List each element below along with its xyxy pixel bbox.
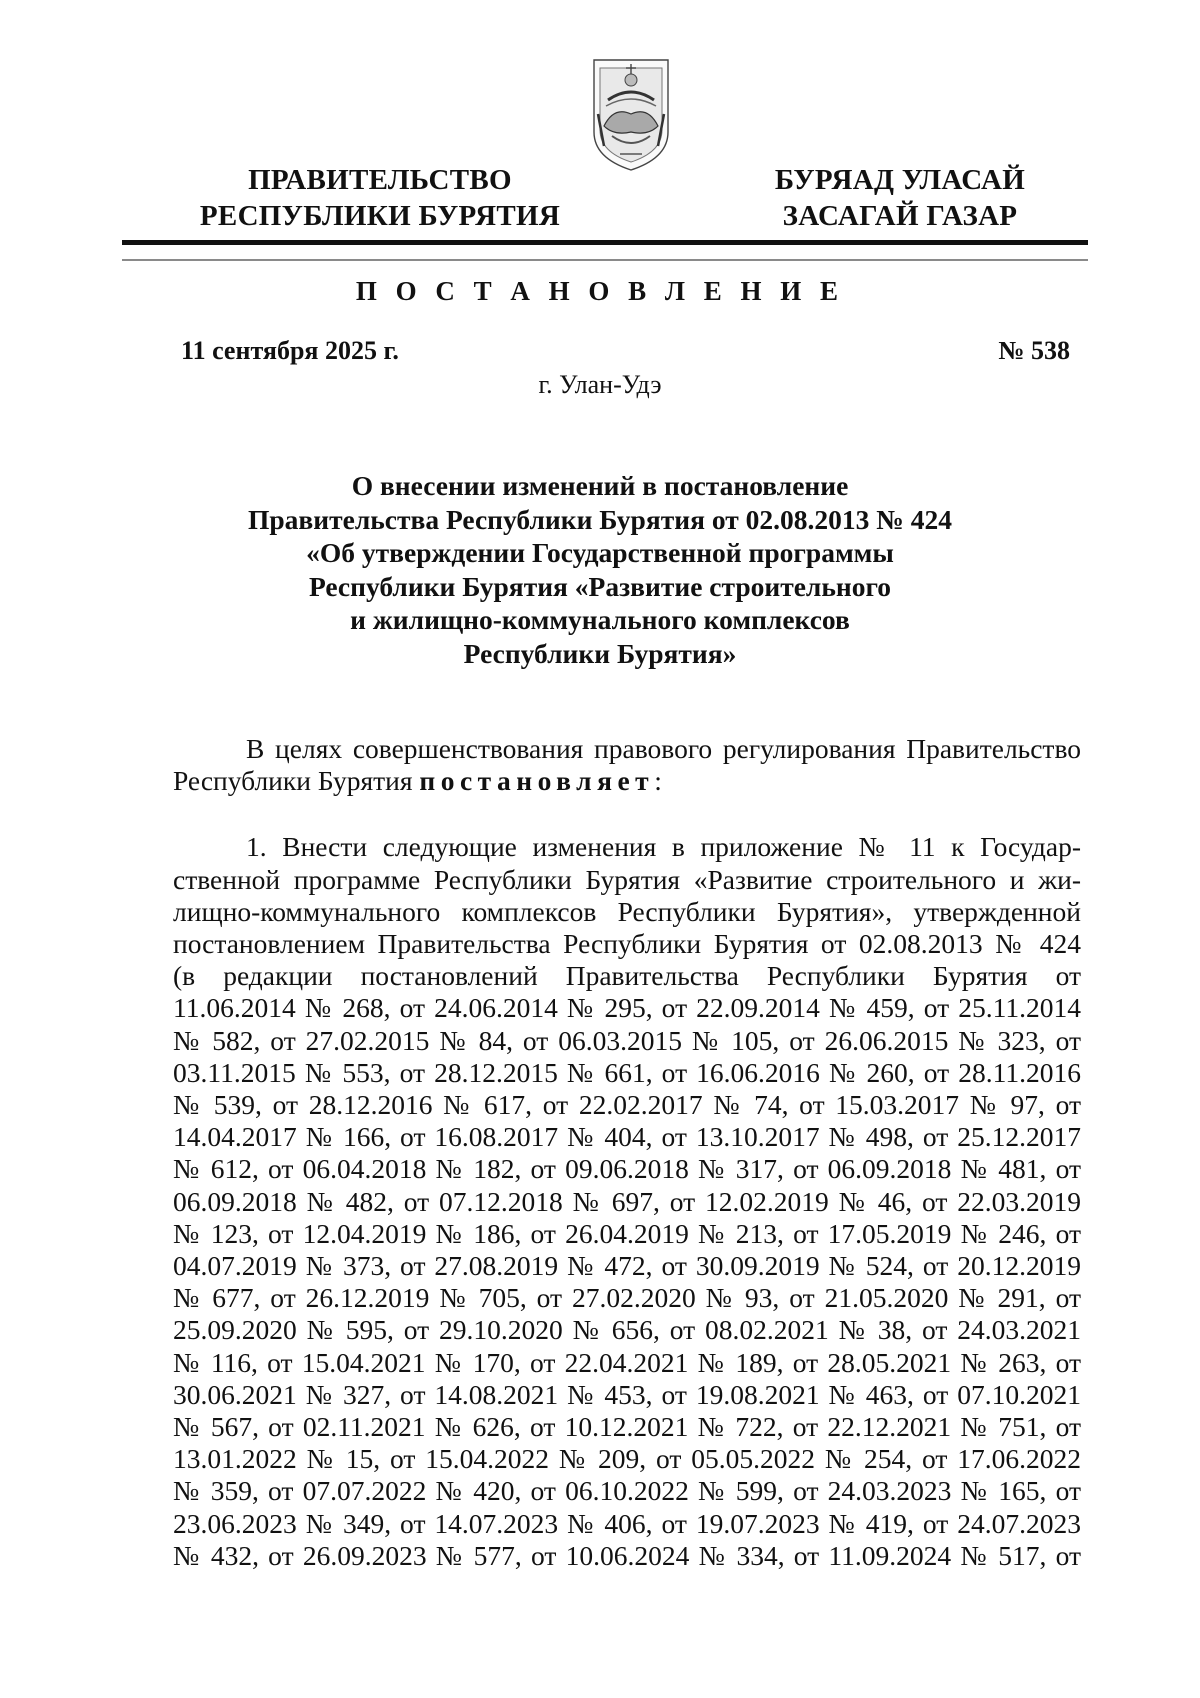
paragraph-line: № 123, от 12.04.2019 № 186, от 26.04.2019 № 213, от 17.05.2019 № 246, от bbox=[173, 1217, 1081, 1249]
header-right-line-1: БУРЯАД УЛАСАЙ bbox=[774, 164, 1026, 196]
paragraph-line: № 359, от 07.07.2022 № 420, от 06.10.2022 № 599, от 24.03.2023 № 165, от bbox=[173, 1475, 1081, 1507]
title-line: О внесении изменений в постановление bbox=[351, 470, 849, 501]
paragraph-line: 14.04.2017 № 166, от 16.08.2017 № 404, от 13.10.2017 № 498, от 25.12.2017 bbox=[173, 1121, 1081, 1153]
document-date: 11 сентября 2025 г. bbox=[181, 336, 399, 365]
document-number: № 538 bbox=[998, 336, 1070, 365]
paragraph-line: постановлением Правительства Республики Бурятия от 02.08.2013 № 424 bbox=[173, 928, 1081, 960]
paragraph-line: 03.11.2015 № 553, от 28.12.2015 № 661, от 16.06.2016 № 260, от 28.11.2016 bbox=[173, 1056, 1081, 1088]
paragraph-line: № 432, от 26.09.2023 № 577, от 10.06.2024 № 334, от 11.09.2024 № 517, от bbox=[173, 1539, 1081, 1571]
paragraph-line: 04.07.2019 № 373, от 27.08.2019 № 472, от 30.09.2019 № 524, от 20.12.2019 bbox=[173, 1250, 1081, 1282]
title-line: Республики Бурятия» bbox=[463, 637, 737, 669]
paragraph-line: (в редакции постановлений Правительства Республики Бурятия от bbox=[173, 960, 1081, 992]
coat-of-arms-icon bbox=[590, 54, 672, 174]
paragraph-line: 25.09.2020 № 595, от 29.10.2020 № 656, от 08.02.2021 № 38, от 24.03.2021 bbox=[173, 1314, 1081, 1346]
header-right bbox=[720, 162, 1080, 234]
header-left bbox=[170, 162, 590, 234]
header-right-line-2: ЗАСАГАЙ ГАЗАР bbox=[782, 200, 1018, 232]
title-line: Республики Бурятия «Развитие строительного bbox=[308, 570, 892, 602]
document-city: г. Улан-Удэ bbox=[538, 370, 662, 399]
title-line: «Об утверждении Государственной программы bbox=[306, 537, 894, 568]
paragraph-line: № 116, от 15.04.2021 № 170, от 22.04.2021 № 189, от 28.05.2021 № 263, от bbox=[173, 1346, 1081, 1378]
document-body bbox=[173, 733, 1081, 1572]
title-line: Правительства Республики Бурятия от 02.08.2013 № 424 bbox=[247, 503, 952, 535]
paragraph-line: № 677, от 26.12.2019 № 705, от 27.02.2020 № 93, от 21.05.2020 № 291, от bbox=[173, 1282, 1081, 1314]
paragraph-line: 11.06.2014 № 268, от 24.06.2014 № 295, от 22.09.2014 № 459, от 25.11.2014 bbox=[173, 992, 1081, 1024]
paragraph-line: 23.06.2023 № 349, от 14.07.2023 № 406, от 19.07.2023 № 419, от 24.07.2023 bbox=[173, 1507, 1081, 1539]
preamble-line-1: В целях совершенствования правового регулирования Правительство bbox=[246, 733, 1081, 764]
paragraph-gap bbox=[173, 797, 1081, 831]
preamble-prefix: Республики Бурятия bbox=[173, 765, 420, 797]
preamble-keyword: постановляет bbox=[419, 765, 655, 797]
paragraph-line: № 582, от 27.02.2015 № 84, от 06.03.2015 № 105, от 26.06.2015 № 323, от bbox=[173, 1024, 1081, 1056]
paragraph-line: 30.06.2021 № 327, от 14.08.2021 № 453, от 19.08.2021 № 463, от 07.10.2021 bbox=[173, 1378, 1081, 1410]
paragraph-line: № 612, от 06.04.2018 № 182, от 09.06.2018 № 317, от 06.09.2018 № 481, от bbox=[173, 1153, 1081, 1185]
header-rule-thick bbox=[122, 240, 1088, 245]
document-type: П О С Т А Н О В Л Е Н И Е bbox=[355, 276, 845, 306]
paragraph-line: 13.01.2022 № 15, от 15.04.2022 № 209, от 05.05.2022 № 254, от 17.06.2022 bbox=[173, 1443, 1081, 1475]
title-line: и жилищно-коммунального комплексов bbox=[350, 604, 850, 635]
header-left-line-1: ПРАВИТЕЛЬСТВО bbox=[248, 164, 512, 196]
paragraph-line: ственной программе Республики Бурятия «Развитие строительного и жи- bbox=[173, 863, 1081, 895]
header-left-line-2: РЕСПУБЛИКИ БУРЯТИЯ bbox=[199, 200, 561, 232]
preamble-suffix: : bbox=[654, 765, 662, 797]
paragraph-line: № 567, от 02.11.2021 № 626, от 10.12.2021 № 722, от 22.12.2021 № 751, от bbox=[173, 1411, 1081, 1443]
header-rule-thin bbox=[122, 259, 1088, 261]
preamble-line-2 bbox=[173, 765, 1081, 797]
document-title bbox=[160, 469, 1040, 670]
paragraph-line: № 539, от 28.12.2016 № 617, от 22.02.2017 № 74, от 15.03.2017 № 97, от bbox=[173, 1089, 1081, 1121]
paragraph-line: 1. Внести следующие изменения в приложение № 11 к Государ- bbox=[246, 831, 1081, 863]
paragraph-line: 06.09.2018 № 482, от 07.12.2018 № 697, от 12.02.2019 № 46, от 22.03.2019 bbox=[173, 1185, 1081, 1217]
paragraph-line: лищно-коммунального комплексов Республики Бурятия», утвержденной bbox=[173, 895, 1081, 927]
